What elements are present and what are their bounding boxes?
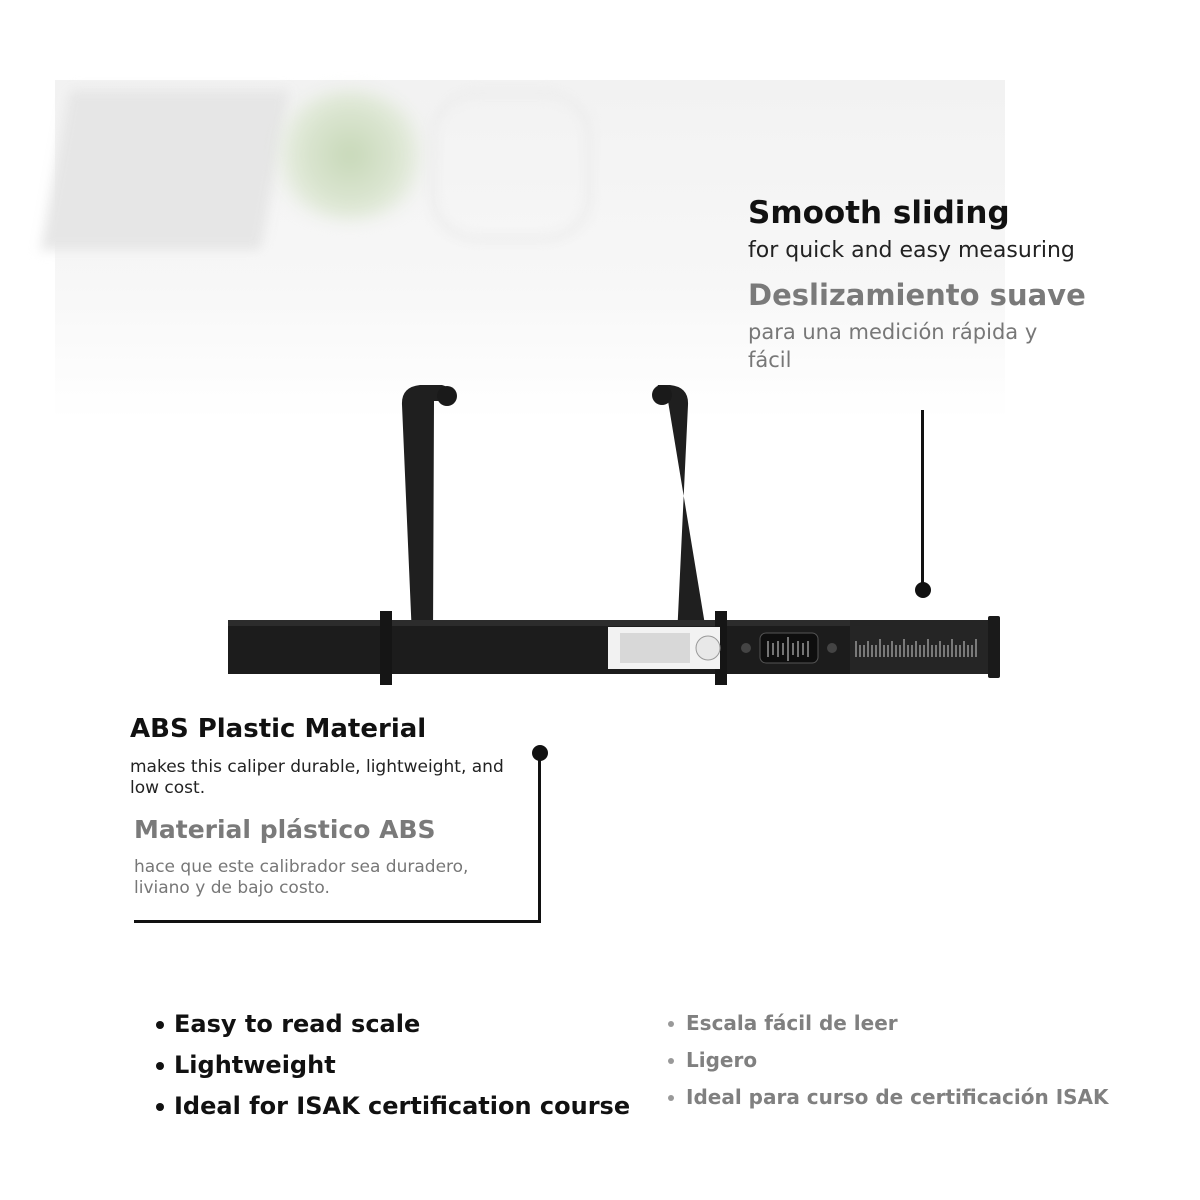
plant-blur <box>270 90 430 220</box>
sliding-desc-es-1: para una medición rápida y <box>748 320 1038 344</box>
feature-item-es: Ideal para curso de certificación ISAK <box>664 1079 1109 1116</box>
feature-item-en: Ideal for ISAK certification course <box>152 1086 630 1127</box>
material-desc-en-2: low cost. <box>130 778 206 798</box>
material-desc-es-2: liviano y de bajo costo. <box>134 878 330 898</box>
material-desc-es-1: hace que este calibrador sea duradero, <box>134 857 469 877</box>
glasses-blur <box>430 90 592 242</box>
material-title-es: Material plástico ABS <box>134 815 436 844</box>
material-title-en: ABS Plastic Material <box>130 714 427 744</box>
laptop-blur <box>41 90 289 250</box>
features-list-en <box>152 1004 630 1127</box>
sliding-title-es: Deslizamiento suave <box>748 278 1086 312</box>
material-callout-line-vertical <box>538 755 541 923</box>
features-list-es <box>664 1005 1109 1116</box>
anthropometer-caliper <box>220 375 1010 690</box>
sliding-desc-en: for quick and easy measuring <box>748 238 1075 263</box>
feature-item-en: Lightweight <box>152 1045 630 1086</box>
material-desc-en-1: makes this caliper durable, lightweight, and <box>130 757 504 777</box>
material-callout-line-horizontal <box>134 920 541 923</box>
sliding-desc-es-2: fácil <box>748 348 792 372</box>
feature-item-en: Easy to read scale <box>152 1004 630 1045</box>
sliding-title-en: Smooth sliding <box>748 195 1010 231</box>
feature-item-es: Escala fácil de leer <box>664 1005 1109 1042</box>
feature-item-es: Ligero <box>664 1042 1109 1079</box>
